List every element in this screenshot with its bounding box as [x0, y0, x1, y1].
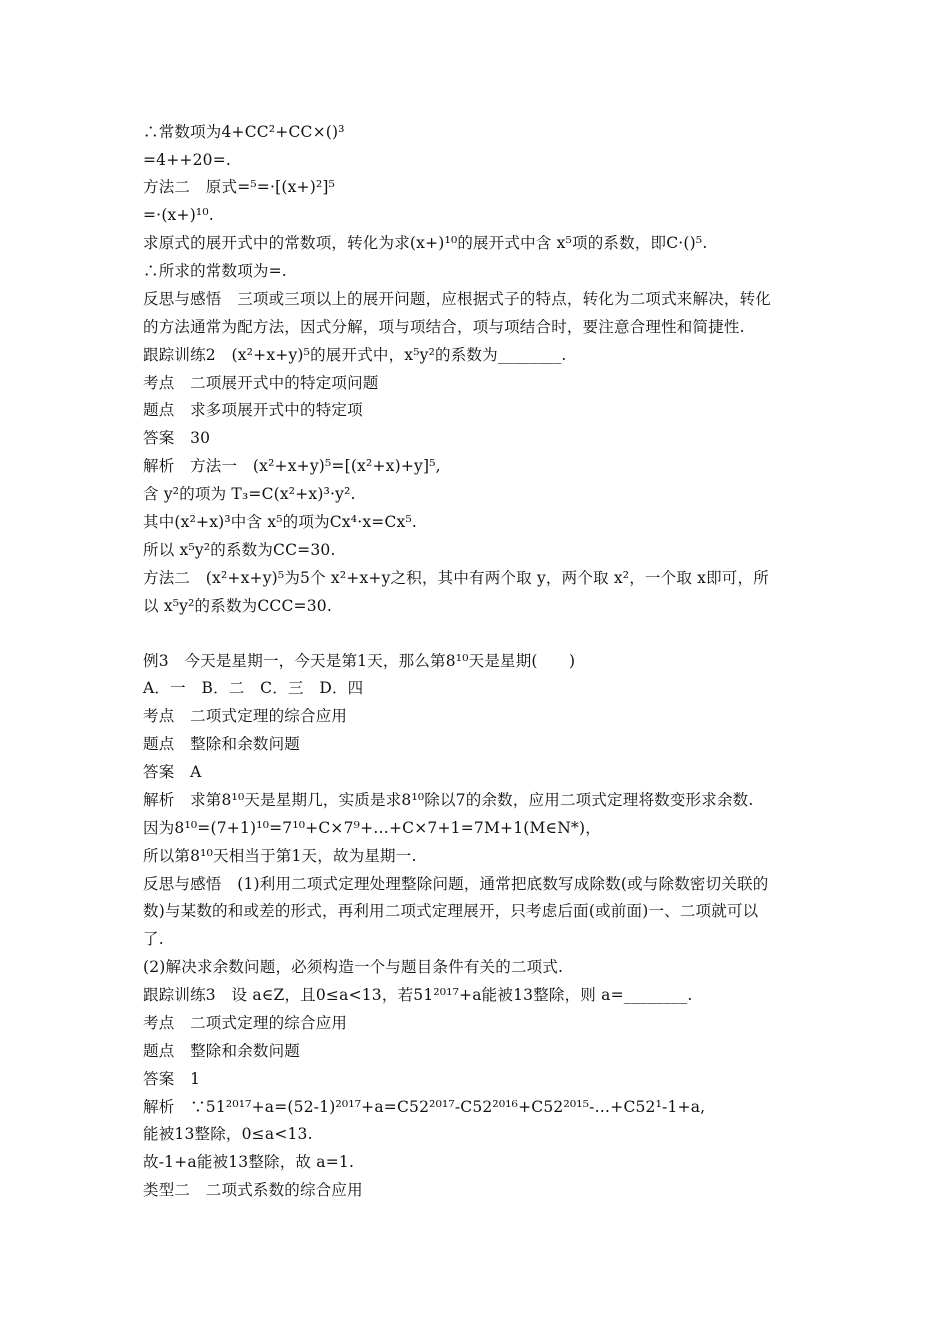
text-line-35: 解析 ∵51²⁰¹⁷+a=(52-1)²⁰¹⁷+a=C52²⁰¹⁷-C52²⁰¹⁶+C52²⁰¹⁵-…+C52¹-1+a,: [143, 1098, 706, 1116]
text-line-27: 反思与感悟 (1)利用二项式定理处理整除问题，通常把底数写成除数(或与除数密切关联的: [143, 875, 769, 893]
text-line-5: 求原式的展开式中的常数项，转化为求(x+)¹⁰的展开式中含 x⁵项的系数，即C·()⁵.: [143, 234, 708, 252]
text-line-9: 跟踪训练2 (x²+x+y)⁵的展开式中，x⁵y²的系数为________.: [143, 346, 567, 364]
text-line-4: =·(x+)¹⁰.: [143, 206, 214, 224]
text-line-38: 类型二 二项式系数的综合应用: [143, 1181, 363, 1199]
text-line-14: 含 y²的项为 T₃=C(x²+x)³·y².: [143, 485, 356, 503]
text-line-29: 了.: [143, 930, 164, 948]
text-line-30: (2)解决求余数问题，必须构造一个与题目条件有关的二项式.: [143, 958, 564, 976]
text-line-25: 因为8¹⁰=(7+1)¹⁰=7¹⁰+C×7⁹+…+C×7+1=7M+1(M∈N*)，: [143, 819, 601, 837]
text-line-17: 方法二 (x²+x+y)⁵为5个 x²+x+y之积，其中有两个取 y，两个取 x²，一个取 x即可，所: [143, 569, 769, 587]
text-line-28: 数)与某数的和或差的形式，再利用二项式定理展开，只考虑后面(或前面)一、二项就可以: [143, 902, 759, 920]
text-line-24: 解析 求第8¹⁰天是星期几，实质是求8¹⁰除以7的余数，应用二项式定理将数变形求余数.: [143, 791, 754, 809]
text-line-31: 跟踪训练3 设 a∈Z，且0≤a<13，若51²⁰¹⁷+a能被13整除，则 a=________.: [143, 986, 693, 1004]
text-line-32: 考点 二项式定理的综合应用: [143, 1014, 348, 1032]
text-line-19: 例3 今天是星期一，今天是第1天，那么第8¹⁰天是星期( ): [143, 652, 576, 670]
text-line-26: 所以第8¹⁰天相当于第1天，故为星期一.: [143, 847, 417, 865]
text-line-13: 解析 方法一 (x²+x+y)⁵=[(x²+x)+y]⁵,: [143, 457, 441, 475]
text-line-22: 题点 整除和余数问题: [143, 735, 301, 753]
text-line-3: 方法二 原式=⁵=·[(x+)²]⁵: [143, 178, 336, 196]
text-line-23: 答案 A: [143, 763, 202, 781]
text-line-8: 的方法通常为配方法，因式分解，项与项结合，项与项结合时，要注意合理性和简捷性.: [143, 318, 745, 336]
text-line-16: 所以 x⁵y²的系数为CC=30.: [143, 541, 336, 559]
text-line-15: 其中(x²+x)³中含 x⁵的项为Cx⁴·x=Cx⁵.: [143, 513, 417, 531]
text-line-11: 题点 求多项展开式中的特定项: [143, 401, 363, 419]
text-line-12: 答案 30: [143, 429, 211, 447]
text-line-33: 题点 整除和余数问题: [143, 1042, 301, 1060]
text-line-36: 能被13整除，0≤a<13.: [143, 1125, 313, 1143]
text-line-2: =4++20=.: [143, 151, 232, 169]
text-line-6: ∴所求的常数项为=.: [143, 262, 287, 280]
text-line-37: 故-1+a能被13整除，故 a=1.: [143, 1153, 355, 1171]
text-line-21: 考点 二项式定理的综合应用: [143, 707, 348, 725]
text-line-34: 答案 1: [143, 1070, 201, 1088]
text-line-18: 以 x⁵y²的系数为CCC=30.: [143, 597, 332, 615]
text-line-1: ∴常数项为4+CC²+CC×()³: [143, 123, 345, 141]
text-line-10: 考点 二项展开式中的特定项问题: [143, 374, 379, 392]
text-line-7: 反思与感悟 三项或三项以上的展开问题，应根据式子的特点，转化为二项式来解决，转化: [143, 290, 772, 308]
text-line-20: A．一 B．二 C．三 D．四: [143, 679, 364, 697]
